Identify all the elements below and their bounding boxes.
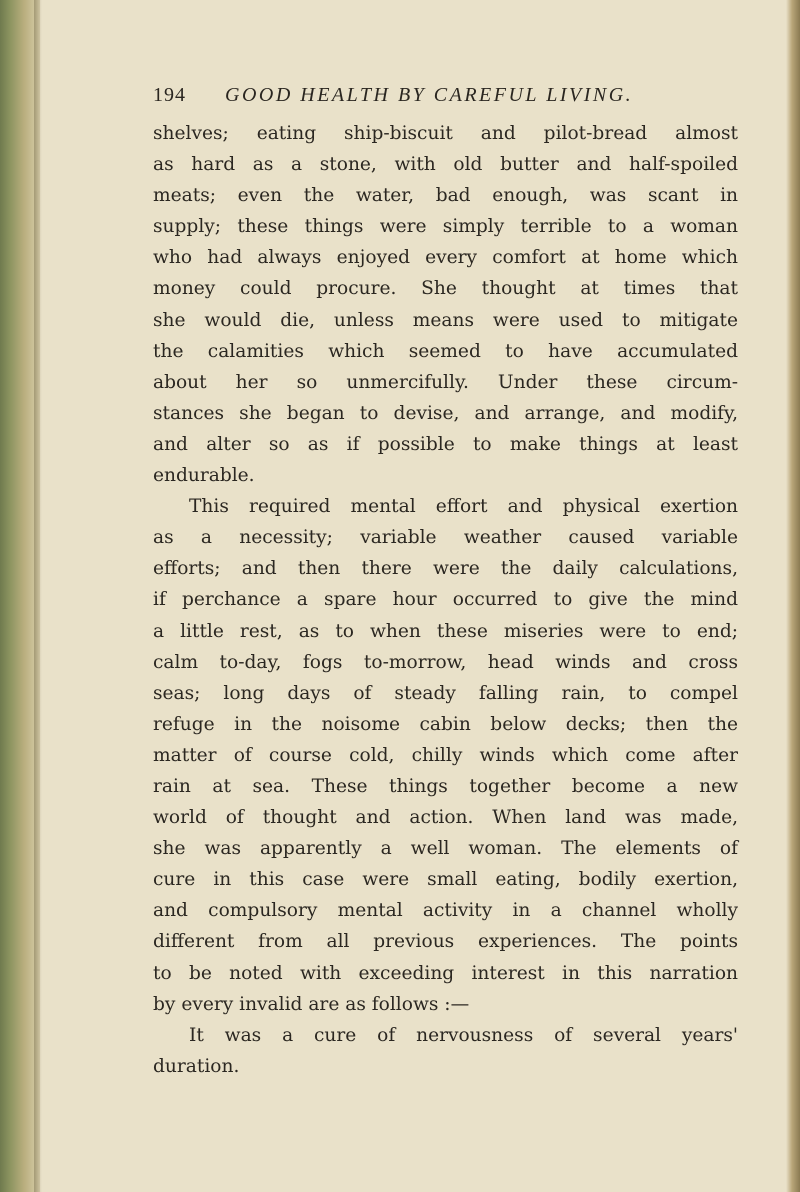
text-line: and alter so as if possible to make things at least <box>153 433 738 455</box>
text-line: supply; these things were simply terrible to a woman <box>153 216 738 238</box>
text-line: stances she began to devise, and arrange, and modify, <box>153 402 738 424</box>
paragraph <box>153 1020 738 1082</box>
body-text <box>153 118 738 1082</box>
text-line: she was apparently a well woman. The elements of <box>153 838 738 860</box>
text-line: money could procure. She thought at times that <box>153 278 738 300</box>
text-line: by every invalid are as follows :— <box>153 993 470 1015</box>
text-line: duration. <box>153 1055 240 1077</box>
text-line: about her so unmercifully. Under these circum- <box>153 371 738 393</box>
text-line: if perchance a spare hour occurred to give the mind <box>153 589 738 611</box>
text-line: as a necessity; variable weather caused variable <box>153 527 738 549</box>
text-line: endurable. <box>153 465 255 487</box>
text-line: This required mental effort and physical exertion <box>189 496 738 518</box>
page-number: 194 <box>153 84 186 106</box>
text-line: different from all previous experiences. The points <box>153 931 738 953</box>
text-line: the calamities which seemed to have accumulated <box>153 340 738 362</box>
text-line: refuge in the noisome cabin below decks; then the <box>153 713 738 735</box>
text-line: world of thought and action. When land was made, <box>153 807 738 829</box>
text-line: cure in this case were small eating, bodily exertion, <box>153 869 738 891</box>
text-line: shelves; eating ship-biscuit and pilot-bread almost <box>153 123 738 144</box>
paragraph <box>153 118 738 491</box>
gutter-shadow <box>34 0 42 1192</box>
paragraph <box>153 491 738 1020</box>
text-line: seas; long days of steady falling rain, to compel <box>153 682 738 704</box>
page-edge <box>786 0 800 1192</box>
running-head <box>153 78 738 118</box>
book-page <box>153 78 738 1082</box>
text-line: to be noted with exceeding interest in this narration <box>153 962 738 984</box>
text-line: calm to-day, fogs to-morrow, head winds and cross <box>153 651 738 673</box>
text-line: It was a cure of nervousness of several years' <box>189 1024 738 1046</box>
text-line: matter of course cold, chilly winds which come after <box>153 744 738 766</box>
text-line: rain at sea. These things together become a new <box>153 775 738 797</box>
text-line: as hard as a stone, with old butter and half-spoiled <box>153 154 738 176</box>
text-line: efforts; and then there were the daily calculations, <box>153 558 738 580</box>
text-line: and compulsory mental activity in a channel wholly <box>153 900 738 922</box>
text-line: a little rest, as to when these miseries were to end; <box>153 620 738 642</box>
text-line: meats; even the water, bad enough, was scant in <box>153 185 738 207</box>
text-line: who had always enjoyed every comfort at home which <box>153 247 738 269</box>
running-title: GOOD HEALTH BY CAREFUL LIVING. <box>225 84 634 106</box>
text-line: she would die, unless means were used to mitigate <box>153 309 738 331</box>
